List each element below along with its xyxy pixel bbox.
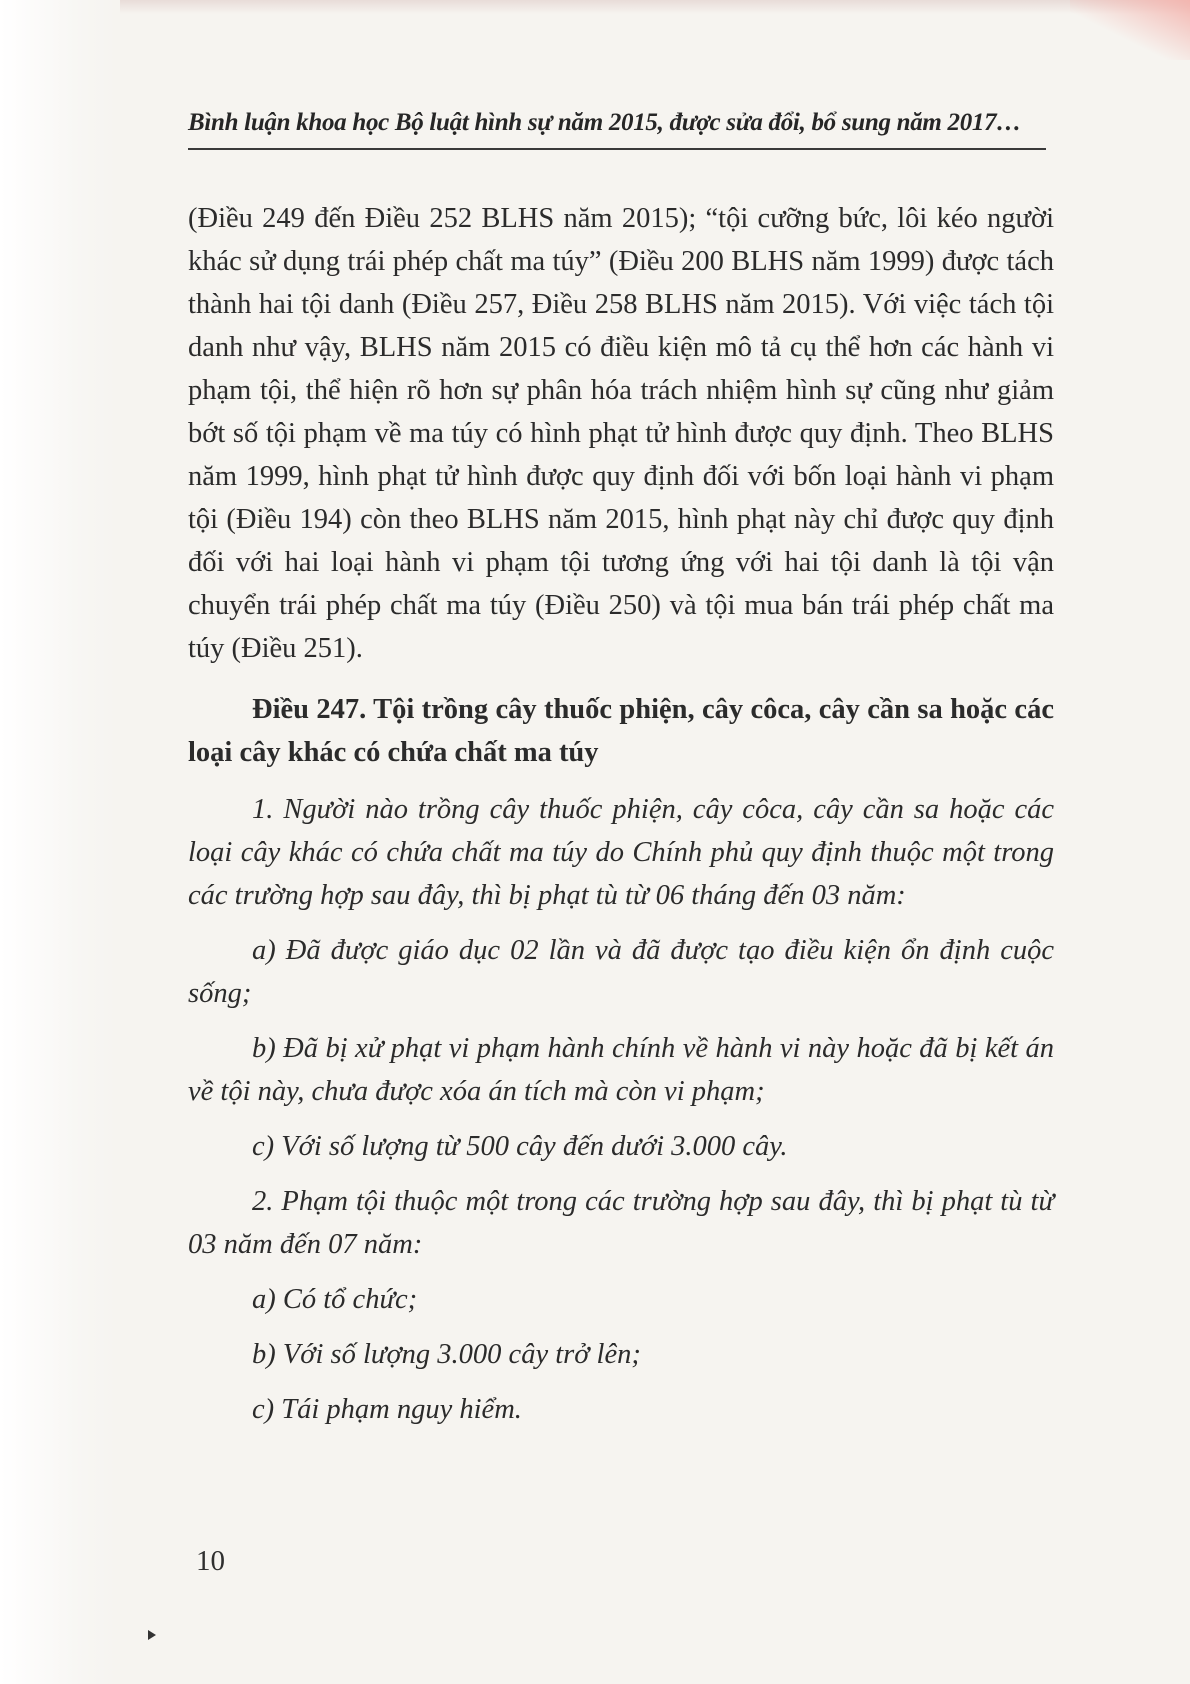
clause-2-point-c: c) Tái phạm nguy hiểm. (252, 1394, 522, 1425)
clause-2-text: 2. Phạm tội thuộc một trong các trường hợp sau đây, thì bị phạt tù từ 03 năm đến 07 năm: (188, 1186, 1054, 1260)
page-top-edge-shade (120, 0, 1190, 14)
clause-1-point-b: b) Đã bị xử phạt vi phạm hành chính về hành vi này hoặc đã bị kết án về tội này, chưa được xóa án tích mà còn vi phạm; (188, 1033, 1054, 1107)
page-corner-tint (1070, 0, 1190, 60)
page-left-margin-shade (0, 0, 120, 1684)
clause-1-point-a: a) Đã được giáo dục 02 lần và đã được tạo điều kiện ổn định cuộc sống; (188, 935, 1054, 1009)
corner-mark (148, 1630, 156, 1640)
page-body (188, 197, 1054, 1431)
clause-1-point-c: c) Với số lượng từ 500 cây đến dưới 3.000 cây. (252, 1131, 788, 1162)
clause-2-point-a: a) Có tổ chức; (252, 1284, 418, 1315)
page-number: 10 (196, 1545, 225, 1577)
running-head: Bình luận khoa học Bộ luật hình sự năm 2015, được sửa đổi, bổ sung năm 2017… (188, 109, 1021, 136)
article-heading: Điều 247. Tội trồng cây thuốc phiện, cây côca, cây cần sa hoặc các loại cây khác có chứa chất ma túy (188, 694, 1054, 768)
clause-1-text: 1. Người nào trồng cây thuốc phiện, cây côca, cây cần sa hoặc các loại cây khác có chứa chất ma túy do Chính phủ quy định thuộc một trong các trường hợp sau đây, thì bị phạt tù từ 06 tháng đến 03 năm: (188, 794, 1054, 911)
intro-paragraph: (Điều 249 đến Điều 252 BLHS năm 2015); “tội cưỡng bức, lôi kéo người khác sử dụng trái phép chất ma túy” (Điều 200 BLHS năm 1999) được tách thành hai tội danh (Điều 257, Điều 258 BLHS năm 2015). Với việc tách tội danh như vậy, BLHS năm 2015 có điều kiện mô tả cụ thể hơn các hành vi phạm tội, thể hiện rõ hơn sự phân hóa trách nhiệm hình sự cũng như giảm bớt số tội phạm về ma túy có hình phạt tử hình được quy định. Theo BLHS năm 1999, hình phạt tử hình được quy định đối với bốn loại hành vi phạm tội (Điều 194) còn theo BLHS năm 2015, hình phạt này chỉ được quy định đối với hai loại hành vi phạm tội tương ứng với hai tội danh là tội vận chuyển trái phép chất ma túy (Điều 250) và tội mua bán trái phép chất ma túy (Điều 251). (188, 203, 1054, 664)
clause-2-point-b: b) Với số lượng 3.000 cây trở lên; (252, 1339, 641, 1370)
header-rule (188, 148, 1046, 150)
